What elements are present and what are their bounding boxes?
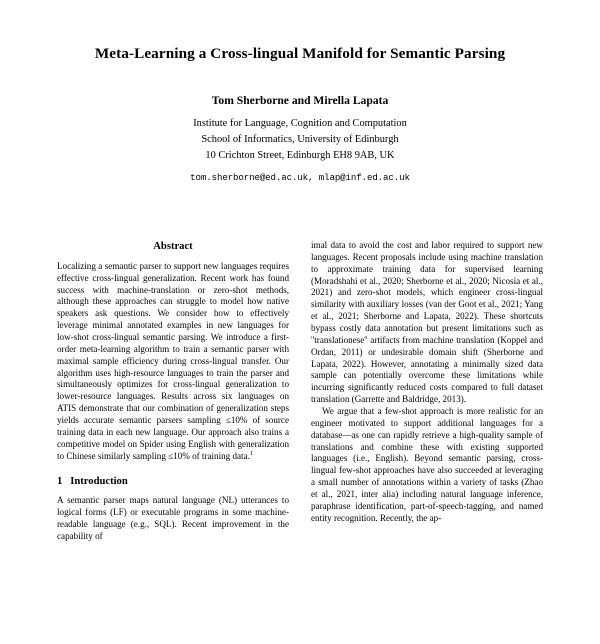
left-column: [57, 240, 289, 543]
section-heading-introduction: [57, 475, 289, 489]
affiliation-block: [0, 116, 600, 163]
right-paragraph-1: imal data to avoid the cost and labor required to support new languages. Recent proposals include using machine translation to approximate training data for supervised learning (Moradshahi et al., 2020; Sherborne et al., 2020; Nicosia et al., 2021) and zero-shot models, which engineer cross-lingual similarity with auxiliary losses (van der Goot et al., 2021; Yang et al., 2021; Sherborne and Lapata, 2022). These shortcuts bypass costly data annotation but present limitations such as ''translationese'' artifacts from machine translation (Koppel and Ordan, 2011) or undesirable domain shift (Sherborne and Lapata, 2022). However, annotating a minimally sized data sample can potentially overcome these limitations while incurring significantly reduced costs compared to full dataset translation (Garrette and Baldridge, 2013).: [311, 240, 543, 405]
body-columns: [57, 240, 543, 543]
affiliation-line-1: Institute for Language, Cognition and Computation: [193, 117, 407, 129]
intro-paragraph: A semantic parser maps natural language (NL) utterances to logical forms (LF) or executable programs in some machine-readable language (e.g., SQL). Recent improvement in the capability of: [57, 495, 289, 541]
abstract-text: Localizing a semantic parser to support new languages requires effective cross-lingual generalization. Recent work has found success with machine-translation or zero-shot methods, although these approaches can struggle to model how native speakers ask questions. We consider how to effectively leverage minimal annotated examples in new languages for low-shot cross-lingual semantic parsing. We introduce a first-order meta-learning algorithm to train a semantic parser with maximal sample efficiency during cross-lingual transfer. Our algorithm uses high-resource languages to train the parser and simultaneously optimizes for cross-lingual generalization to lower-resource languages. Results across six languages on ATIS demonstrate that our combination of generalization steps yields accurate semantic parsers sampling ≤10% of source training data in each new language. Our approach also trains a competitive model on Spider using English with generalization to Chinese similarly sampling ≤10% of training data.: [57, 260, 289, 461]
abstract-footnote-marker: 1: [249, 449, 254, 457]
author-emails: tom.sherborne@ed.ac.uk, mlap@inf.ed.ac.uk: [190, 171, 410, 183]
right-column: [311, 240, 543, 543]
section-number: 1: [57, 476, 63, 488]
section-title: Introduction: [70, 476, 128, 488]
right-paragraph-2: We argue that a few-shot approach is more realistic for an engineer motivated to support additional languages for a database—as one can rapidly retrieve a high-quality sample of translations and combine these with existing supported languages (i.e., English). Beyond semantic parsing, cross-lingual few-shot approaches have also succeeded at leveraging a small number of annotations within a variety of tasks (Zhao et al., 2021, inter alia) including natural language inference, paraphrase identification, part-of-speech-tagging, and named entity recognition. Recently, the ap-: [311, 406, 543, 523]
author-list: Tom Sherborne and Mirella Lapata: [211, 93, 389, 107]
abstract-heading: Abstract: [153, 241, 193, 252]
paper-page: [0, 44, 600, 644]
page-title: Meta-Learning a Cross-lingual Manifold for Semantic Parsing: [94, 45, 506, 62]
abstract-paragraph: [57, 261, 289, 463]
affiliation-line-3: 10 Crichton Street, Edinburgh EH8 9AB, UK: [205, 149, 395, 161]
affiliation-line-2: School of Informatics, University of Edinburgh: [201, 133, 399, 145]
